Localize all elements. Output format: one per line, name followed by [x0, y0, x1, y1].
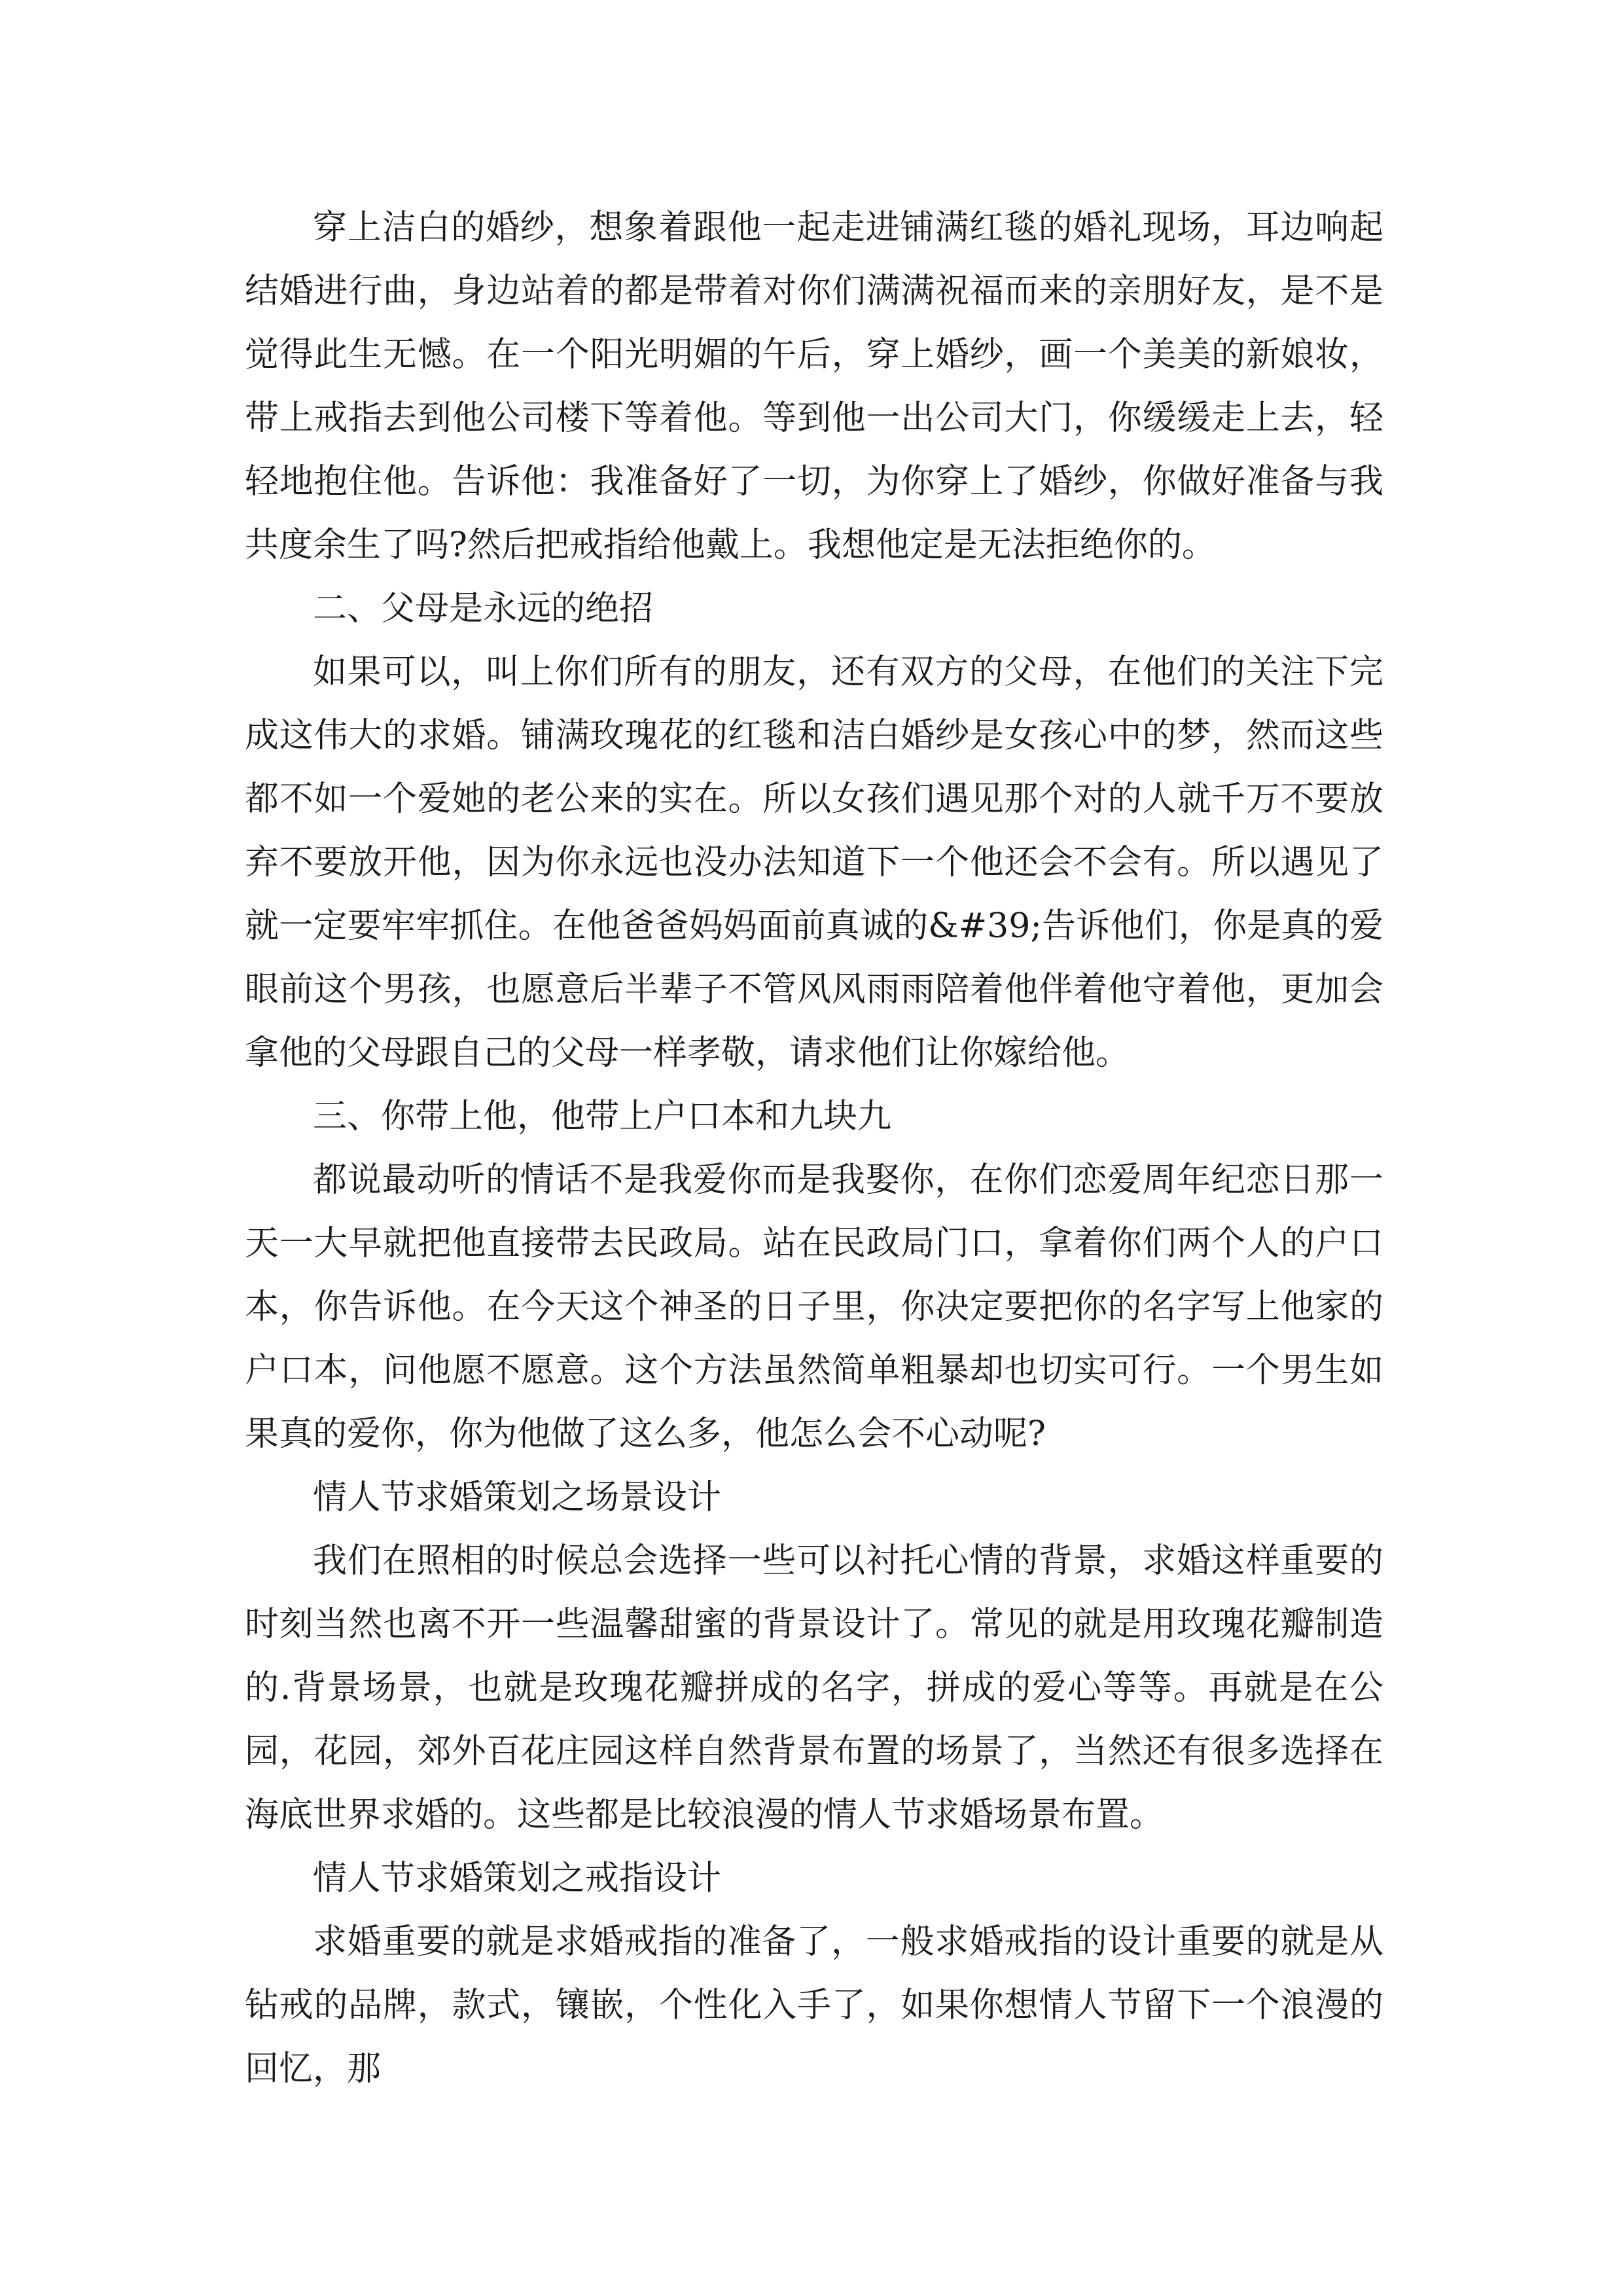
paragraph-parents: 如果可以，叫上你们所有的朋友，还有双方的父母，在他们的关注下完成这伟大的求婚。铺满玫瑰花的红毯和洁白婚纱是女孩心中的梦，然而这些都不如一个爱她的老公来的实在。所以女孩们遇见那个对的人就千万不要放弃不要放开他，因为你永远也没办法知道下一个他还会不会有。所以遇见了就一定要牢牢抓住。在他爸爸妈妈面前真诚的&#39;告诉他们，你是真的爱眼前这个男孩，也愿意后半辈子不管风风雨雨陪着他伴着他守着他，更加会拿他的父母跟自己的父母一样孝敬，请求他们让你嫁给他。: [245, 653, 1383, 1073]
paragraph-registry: 都说最动听的情话不是我爱你而是我娶你，在你们恋爱周年纪恋日那一天一大早就把他直接带去民政局。站在民政局门口，拿着你们两个人的户口本，你告诉他。在今天这个神圣的日子里，你决定要把你的名字写上他家的户口本，问他愿不愿意。这个方法虽然简单粗暴却也切实可行。一个男生如果真的爱你，你为他做了这么多，他怎么会不心动呢?: [245, 1160, 1383, 1454]
paragraph-wedding-dress: 穿上洁白的婚纱，想象着跟他一起走进铺满红毯的婚礼现场，耳边响起结婚进行曲，身边站着的都是带着对你们满满祝福而来的亲朋好友，是不是觉得此生无憾。在一个阳光明媚的午后，穿上婚纱，画一个美美的新娘妆，带上戒指去到他公司楼下等着他。等到他一出公司大门，你缓缓走上去，轻轻地抱住他。告诉他：我准备好了一切，为你穿上了婚纱，你做好准备与我共度余生了吗?然后把戒指给他戴上。我想他定是无法拒绝你的。: [245, 208, 1383, 565]
paragraph-ring-design: 求婚重要的就是求婚戒指的准备了，一般求婚戒指的设计重要的就是从钻戒的品牌，款式，镶嵌，个性化入手了，如果你想情人节留下一个浪漫的回忆，那: [245, 1922, 1383, 2089]
section-heading-scene-design: 情人节求婚策划之场景设计: [313, 1478, 722, 1517]
section-heading-parents: 二、父母是永远的绝招: [313, 589, 654, 628]
section-heading-registry: 三、你带上他，他带上户口本和九块九: [313, 1097, 892, 1136]
section-heading-ring-design: 情人节求婚策划之戒指设计: [313, 1859, 722, 1898]
document-body: [245, 196, 1383, 2101]
paragraph-scene-design: 我们在照相的时候总会选择一些可以衬托心情的背景，求婚这样重要的时刻当然也离不开一些温馨甜蜜的背景设计了。常见的就是用玫瑰花瓣制造的.背景场景，也就是玫瑰花瓣拼成的名字，拼成的爱心等等。再就是在公园，花园，郊外百花庄园这样自然背景布置的场景了，当然还有很多选择在海底世界求婚的。这些都是比较浪漫的情人节求婚场景布置。: [245, 1541, 1383, 1835]
